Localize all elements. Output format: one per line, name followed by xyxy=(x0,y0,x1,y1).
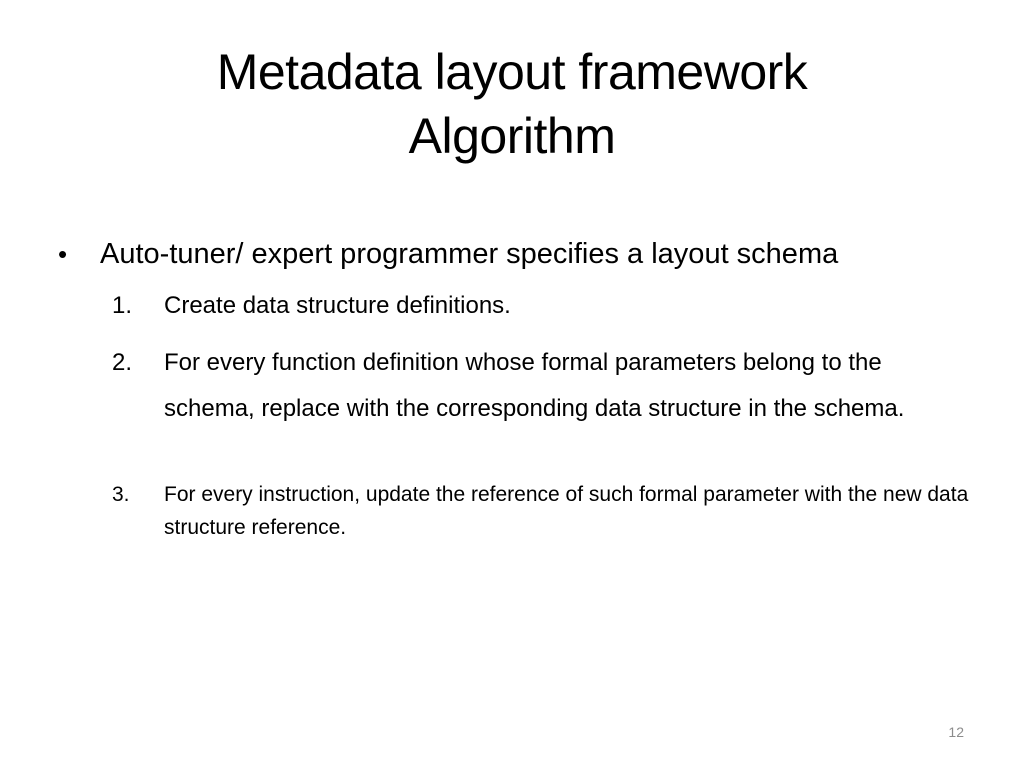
bullet-icon: • xyxy=(58,239,68,269)
step-text: For every instruction, update the reference of such formal parameter with the new data structure reference. xyxy=(164,483,969,539)
slide-title-line-2: Algorithm xyxy=(408,108,616,164)
step-marker: 3. xyxy=(112,483,130,506)
slide-title xyxy=(112,40,912,168)
step-marker: 2. xyxy=(112,349,133,376)
page-number: 12 xyxy=(948,724,964,740)
slide-title-line-1: Metadata layout framework xyxy=(216,44,808,100)
step-marker: 1. xyxy=(112,292,133,319)
bullet-text: Auto-tuner/ expert programmer specifies a layout schema xyxy=(100,238,839,270)
step-text: Create data structure definitions. xyxy=(164,292,511,319)
step-text: For every function definition whose formal parameters belong to the schema, replace with the corresponding data structure in the schema. xyxy=(164,349,905,422)
